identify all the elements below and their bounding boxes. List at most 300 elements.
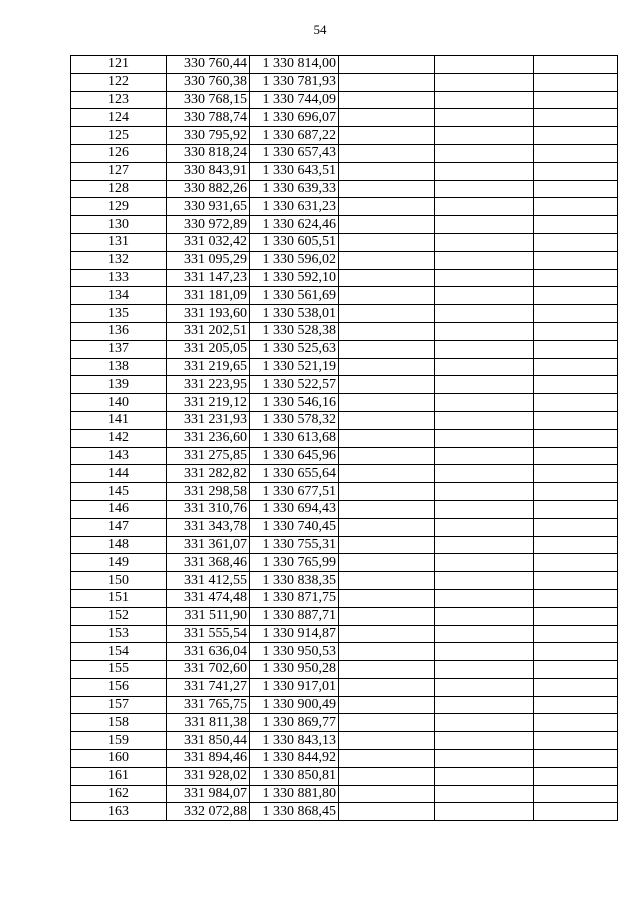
y-coordinate-cell: 1 330 687,22 <box>250 127 339 145</box>
empty-cell <box>534 56 618 74</box>
empty-cell <box>339 394 435 412</box>
x-coordinate-cell: 331 555,54 <box>167 625 250 643</box>
x-coordinate-cell: 331 032,42 <box>167 233 250 251</box>
x-coordinate-cell: 331 984,07 <box>167 785 250 803</box>
empty-cell <box>339 216 435 234</box>
coordinates-table-body <box>71 56 618 821</box>
x-coordinate-cell: 330 788,74 <box>167 109 250 127</box>
x-coordinate-cell: 330 768,15 <box>167 91 250 109</box>
table-row <box>71 589 618 607</box>
x-coordinate-cell: 331 181,09 <box>167 287 250 305</box>
empty-cell <box>534 305 618 323</box>
table-row <box>71 216 618 234</box>
y-coordinate-cell: 1 330 613,68 <box>250 429 339 447</box>
empty-cell <box>435 109 534 127</box>
x-coordinate-cell: 330 972,89 <box>167 216 250 234</box>
table-row <box>71 251 618 269</box>
empty-cell <box>339 305 435 323</box>
table-row <box>71 678 618 696</box>
x-coordinate-cell: 331 223,95 <box>167 376 250 394</box>
point-number-cell: 138 <box>71 358 167 376</box>
y-coordinate-cell: 1 330 525,63 <box>250 340 339 358</box>
table-row <box>71 554 618 572</box>
empty-cell <box>435 394 534 412</box>
x-coordinate-cell: 331 850,44 <box>167 732 250 750</box>
point-number-cell: 156 <box>71 678 167 696</box>
x-coordinate-cell: 331 205,05 <box>167 340 250 358</box>
empty-cell <box>534 394 618 412</box>
empty-cell <box>435 322 534 340</box>
empty-cell <box>534 233 618 251</box>
empty-cell <box>435 554 534 572</box>
x-coordinate-cell: 331 231,93 <box>167 411 250 429</box>
table-row <box>71 518 618 536</box>
empty-cell <box>435 750 534 768</box>
y-coordinate-cell: 1 330 655,64 <box>250 465 339 483</box>
table-row <box>71 536 618 554</box>
x-coordinate-cell: 331 219,12 <box>167 394 250 412</box>
x-coordinate-cell: 331 275,85 <box>167 447 250 465</box>
y-coordinate-cell: 1 330 631,23 <box>250 198 339 216</box>
point-number-cell: 147 <box>71 518 167 536</box>
y-coordinate-cell: 1 330 538,01 <box>250 305 339 323</box>
x-coordinate-cell: 330 843,91 <box>167 162 250 180</box>
table-row <box>71 447 618 465</box>
point-number-cell: 146 <box>71 500 167 518</box>
point-number-cell: 153 <box>71 625 167 643</box>
y-coordinate-cell: 1 330 561,69 <box>250 287 339 305</box>
table-row <box>71 162 618 180</box>
empty-cell <box>339 73 435 91</box>
table-row <box>71 483 618 501</box>
point-number-cell: 144 <box>71 465 167 483</box>
point-number-cell: 127 <box>71 162 167 180</box>
y-coordinate-cell: 1 330 765,99 <box>250 554 339 572</box>
empty-cell <box>339 340 435 358</box>
empty-cell <box>534 144 618 162</box>
y-coordinate-cell: 1 330 914,87 <box>250 625 339 643</box>
empty-cell <box>534 180 618 198</box>
empty-cell <box>435 56 534 74</box>
empty-cell <box>534 358 618 376</box>
empty-cell <box>435 144 534 162</box>
empty-cell <box>435 127 534 145</box>
x-coordinate-cell: 330 760,38 <box>167 73 250 91</box>
y-coordinate-cell: 1 330 917,01 <box>250 678 339 696</box>
x-coordinate-cell: 331 193,60 <box>167 305 250 323</box>
empty-cell <box>339 572 435 590</box>
y-coordinate-cell: 1 330 950,28 <box>250 661 339 679</box>
empty-cell <box>435 73 534 91</box>
empty-cell <box>435 180 534 198</box>
table-row <box>71 287 618 305</box>
empty-cell <box>339 732 435 750</box>
empty-cell <box>339 750 435 768</box>
point-number-cell: 158 <box>71 714 167 732</box>
y-coordinate-cell: 1 330 887,71 <box>250 607 339 625</box>
empty-cell <box>435 572 534 590</box>
point-number-cell: 145 <box>71 483 167 501</box>
point-number-cell: 140 <box>71 394 167 412</box>
point-number-cell: 149 <box>71 554 167 572</box>
empty-cell <box>435 305 534 323</box>
empty-cell <box>339 500 435 518</box>
point-number-cell: 141 <box>71 411 167 429</box>
empty-cell <box>435 714 534 732</box>
point-number-cell: 128 <box>71 180 167 198</box>
empty-cell <box>534 732 618 750</box>
empty-cell <box>435 625 534 643</box>
empty-cell <box>339 536 435 554</box>
table-row <box>71 465 618 483</box>
empty-cell <box>435 803 534 821</box>
table-row <box>71 500 618 518</box>
x-coordinate-cell: 331 474,48 <box>167 589 250 607</box>
empty-cell <box>435 447 534 465</box>
y-coordinate-cell: 1 330 643,51 <box>250 162 339 180</box>
x-coordinate-cell: 331 928,02 <box>167 767 250 785</box>
empty-cell <box>339 803 435 821</box>
y-coordinate-cell: 1 330 677,51 <box>250 483 339 501</box>
y-coordinate-cell: 1 330 843,13 <box>250 732 339 750</box>
y-coordinate-cell: 1 330 844,92 <box>250 750 339 768</box>
y-coordinate-cell: 1 330 814,00 <box>250 56 339 74</box>
empty-cell <box>435 358 534 376</box>
x-coordinate-cell: 331 361,07 <box>167 536 250 554</box>
x-coordinate-cell: 331 219,65 <box>167 358 250 376</box>
table-row <box>71 661 618 679</box>
y-coordinate-cell: 1 330 781,93 <box>250 73 339 91</box>
empty-cell <box>339 785 435 803</box>
empty-cell <box>435 340 534 358</box>
table-row <box>71 127 618 145</box>
x-coordinate-cell: 331 202,51 <box>167 322 250 340</box>
y-coordinate-cell: 1 330 869,77 <box>250 714 339 732</box>
empty-cell <box>534 678 618 696</box>
empty-cell <box>435 607 534 625</box>
empty-cell <box>339 358 435 376</box>
point-number-cell: 136 <box>71 322 167 340</box>
empty-cell <box>339 144 435 162</box>
point-number-cell: 163 <box>71 803 167 821</box>
table-row <box>71 144 618 162</box>
empty-cell <box>534 589 618 607</box>
empty-cell <box>339 678 435 696</box>
table-row <box>71 625 618 643</box>
x-coordinate-cell: 331 310,76 <box>167 500 250 518</box>
empty-cell <box>435 518 534 536</box>
empty-cell <box>534 518 618 536</box>
empty-cell <box>339 127 435 145</box>
empty-cell <box>534 536 618 554</box>
empty-cell <box>534 625 618 643</box>
empty-cell <box>339 91 435 109</box>
point-number-cell: 142 <box>71 429 167 447</box>
point-number-cell: 162 <box>71 785 167 803</box>
empty-cell <box>339 625 435 643</box>
point-number-cell: 151 <box>71 589 167 607</box>
table-row <box>71 572 618 590</box>
x-coordinate-cell: 331 343,78 <box>167 518 250 536</box>
x-coordinate-cell: 331 368,46 <box>167 554 250 572</box>
y-coordinate-cell: 1 330 657,43 <box>250 144 339 162</box>
table-row <box>71 714 618 732</box>
empty-cell <box>534 287 618 305</box>
empty-cell <box>435 287 534 305</box>
y-coordinate-cell: 1 330 755,31 <box>250 536 339 554</box>
empty-cell <box>534 109 618 127</box>
empty-cell <box>339 589 435 607</box>
empty-cell <box>534 572 618 590</box>
empty-cell <box>534 465 618 483</box>
empty-cell <box>339 429 435 447</box>
empty-cell <box>339 269 435 287</box>
table-row <box>71 56 618 74</box>
empty-cell <box>435 732 534 750</box>
table-row <box>71 269 618 287</box>
point-number-cell: 122 <box>71 73 167 91</box>
point-number-cell: 125 <box>71 127 167 145</box>
empty-cell <box>534 607 618 625</box>
empty-cell <box>534 554 618 572</box>
empty-cell <box>534 643 618 661</box>
x-coordinate-cell: 331 412,55 <box>167 572 250 590</box>
point-number-cell: 137 <box>71 340 167 358</box>
point-number-cell: 148 <box>71 536 167 554</box>
point-number-cell: 129 <box>71 198 167 216</box>
empty-cell <box>534 803 618 821</box>
table-row <box>71 233 618 251</box>
empty-cell <box>339 554 435 572</box>
table-row <box>71 180 618 198</box>
empty-cell <box>339 56 435 74</box>
table-row <box>71 411 618 429</box>
empty-cell <box>435 589 534 607</box>
y-coordinate-cell: 1 330 838,35 <box>250 572 339 590</box>
empty-cell <box>435 251 534 269</box>
coordinates-table <box>70 55 618 821</box>
table-row <box>71 305 618 323</box>
empty-cell <box>339 483 435 501</box>
empty-cell <box>435 767 534 785</box>
y-coordinate-cell: 1 330 605,51 <box>250 233 339 251</box>
empty-cell <box>435 91 534 109</box>
empty-cell <box>435 376 534 394</box>
y-coordinate-cell: 1 330 696,07 <box>250 109 339 127</box>
empty-cell <box>534 340 618 358</box>
table-row <box>71 198 618 216</box>
empty-cell <box>435 643 534 661</box>
empty-cell <box>435 661 534 679</box>
point-number-cell: 133 <box>71 269 167 287</box>
empty-cell <box>435 678 534 696</box>
x-coordinate-cell: 331 894,46 <box>167 750 250 768</box>
table-row <box>71 696 618 714</box>
table-row <box>71 358 618 376</box>
table-row <box>71 607 618 625</box>
table-row <box>71 429 618 447</box>
point-number-cell: 160 <box>71 750 167 768</box>
x-coordinate-cell: 330 795,92 <box>167 127 250 145</box>
y-coordinate-cell: 1 330 528,38 <box>250 322 339 340</box>
point-number-cell: 154 <box>71 643 167 661</box>
x-coordinate-cell: 331 765,75 <box>167 696 250 714</box>
table-row <box>71 394 618 412</box>
empty-cell <box>339 447 435 465</box>
empty-cell <box>339 661 435 679</box>
empty-cell <box>435 198 534 216</box>
x-coordinate-cell: 330 882,26 <box>167 180 250 198</box>
empty-cell <box>339 465 435 483</box>
y-coordinate-cell: 1 330 624,46 <box>250 216 339 234</box>
empty-cell <box>435 216 534 234</box>
table-row <box>71 803 618 821</box>
empty-cell <box>339 767 435 785</box>
empty-cell <box>339 643 435 661</box>
empty-cell <box>534 429 618 447</box>
x-coordinate-cell: 330 760,44 <box>167 56 250 74</box>
x-coordinate-cell: 331 702,60 <box>167 661 250 679</box>
table-row <box>71 322 618 340</box>
y-coordinate-cell: 1 330 522,57 <box>250 376 339 394</box>
y-coordinate-cell: 1 330 521,19 <box>250 358 339 376</box>
point-number-cell: 139 <box>71 376 167 394</box>
x-coordinate-cell: 330 818,24 <box>167 144 250 162</box>
empty-cell <box>339 180 435 198</box>
point-number-cell: 131 <box>71 233 167 251</box>
empty-cell <box>435 233 534 251</box>
empty-cell <box>534 411 618 429</box>
point-number-cell: 123 <box>71 91 167 109</box>
empty-cell <box>534 767 618 785</box>
y-coordinate-cell: 1 330 694,43 <box>250 500 339 518</box>
x-coordinate-cell: 331 095,29 <box>167 251 250 269</box>
table-row <box>71 73 618 91</box>
empty-cell <box>435 269 534 287</box>
x-coordinate-cell: 331 298,58 <box>167 483 250 501</box>
point-number-cell: 130 <box>71 216 167 234</box>
y-coordinate-cell: 1 330 596,02 <box>250 251 339 269</box>
table-row <box>71 785 618 803</box>
table-row <box>71 643 618 661</box>
table-row <box>71 750 618 768</box>
empty-cell <box>339 411 435 429</box>
table-row <box>71 376 618 394</box>
empty-cell <box>534 73 618 91</box>
x-coordinate-cell: 331 636,04 <box>167 643 250 661</box>
point-number-cell: 152 <box>71 607 167 625</box>
x-coordinate-cell: 331 147,23 <box>167 269 250 287</box>
empty-cell <box>534 750 618 768</box>
empty-cell <box>534 162 618 180</box>
empty-cell <box>534 251 618 269</box>
empty-cell <box>534 127 618 145</box>
y-coordinate-cell: 1 330 881,80 <box>250 785 339 803</box>
empty-cell <box>534 696 618 714</box>
empty-cell <box>435 500 534 518</box>
table-row <box>71 732 618 750</box>
point-number-cell: 132 <box>71 251 167 269</box>
empty-cell <box>534 483 618 501</box>
empty-cell <box>534 785 618 803</box>
x-coordinate-cell: 330 931,65 <box>167 198 250 216</box>
empty-cell <box>339 696 435 714</box>
x-coordinate-cell: 331 511,90 <box>167 607 250 625</box>
point-number-cell: 155 <box>71 661 167 679</box>
empty-cell <box>534 376 618 394</box>
empty-cell <box>339 198 435 216</box>
empty-cell <box>339 251 435 269</box>
page-number: 54 <box>313 22 327 37</box>
empty-cell <box>534 661 618 679</box>
x-coordinate-cell: 332 072,88 <box>167 803 250 821</box>
y-coordinate-cell: 1 330 645,96 <box>250 447 339 465</box>
point-number-cell: 150 <box>71 572 167 590</box>
empty-cell <box>534 269 618 287</box>
y-coordinate-cell: 1 330 592,10 <box>250 269 339 287</box>
empty-cell <box>339 287 435 305</box>
empty-cell <box>435 411 534 429</box>
empty-cell <box>534 500 618 518</box>
point-number-cell: 124 <box>71 109 167 127</box>
empty-cell <box>435 429 534 447</box>
point-number-cell: 159 <box>71 732 167 750</box>
point-number-cell: 135 <box>71 305 167 323</box>
empty-cell <box>534 198 618 216</box>
x-coordinate-cell: 331 811,38 <box>167 714 250 732</box>
point-number-cell: 126 <box>71 144 167 162</box>
empty-cell <box>435 483 534 501</box>
y-coordinate-cell: 1 330 639,33 <box>250 180 339 198</box>
y-coordinate-cell: 1 330 546,16 <box>250 394 339 412</box>
table-row <box>71 340 618 358</box>
point-number-cell: 121 <box>71 56 167 74</box>
y-coordinate-cell: 1 330 900,49 <box>250 696 339 714</box>
empty-cell <box>435 785 534 803</box>
x-coordinate-cell: 331 282,82 <box>167 465 250 483</box>
empty-cell <box>339 162 435 180</box>
point-number-cell: 157 <box>71 696 167 714</box>
y-coordinate-cell: 1 330 744,09 <box>250 91 339 109</box>
y-coordinate-cell: 1 330 950,53 <box>250 643 339 661</box>
y-coordinate-cell: 1 330 868,45 <box>250 803 339 821</box>
point-number-cell: 134 <box>71 287 167 305</box>
empty-cell <box>339 518 435 536</box>
empty-cell <box>435 465 534 483</box>
table-row <box>71 767 618 785</box>
y-coordinate-cell: 1 330 740,45 <box>250 518 339 536</box>
empty-cell <box>339 607 435 625</box>
empty-cell <box>534 714 618 732</box>
empty-cell <box>339 233 435 251</box>
x-coordinate-cell: 331 741,27 <box>167 678 250 696</box>
empty-cell <box>534 322 618 340</box>
table-row <box>71 109 618 127</box>
empty-cell <box>534 216 618 234</box>
x-coordinate-cell: 331 236,60 <box>167 429 250 447</box>
empty-cell <box>435 696 534 714</box>
empty-cell <box>435 162 534 180</box>
y-coordinate-cell: 1 330 850,81 <box>250 767 339 785</box>
empty-cell <box>534 447 618 465</box>
empty-cell <box>339 322 435 340</box>
empty-cell <box>534 91 618 109</box>
empty-cell <box>435 536 534 554</box>
y-coordinate-cell: 1 330 578,32 <box>250 411 339 429</box>
point-number-cell: 143 <box>71 447 167 465</box>
empty-cell <box>339 109 435 127</box>
empty-cell <box>339 714 435 732</box>
